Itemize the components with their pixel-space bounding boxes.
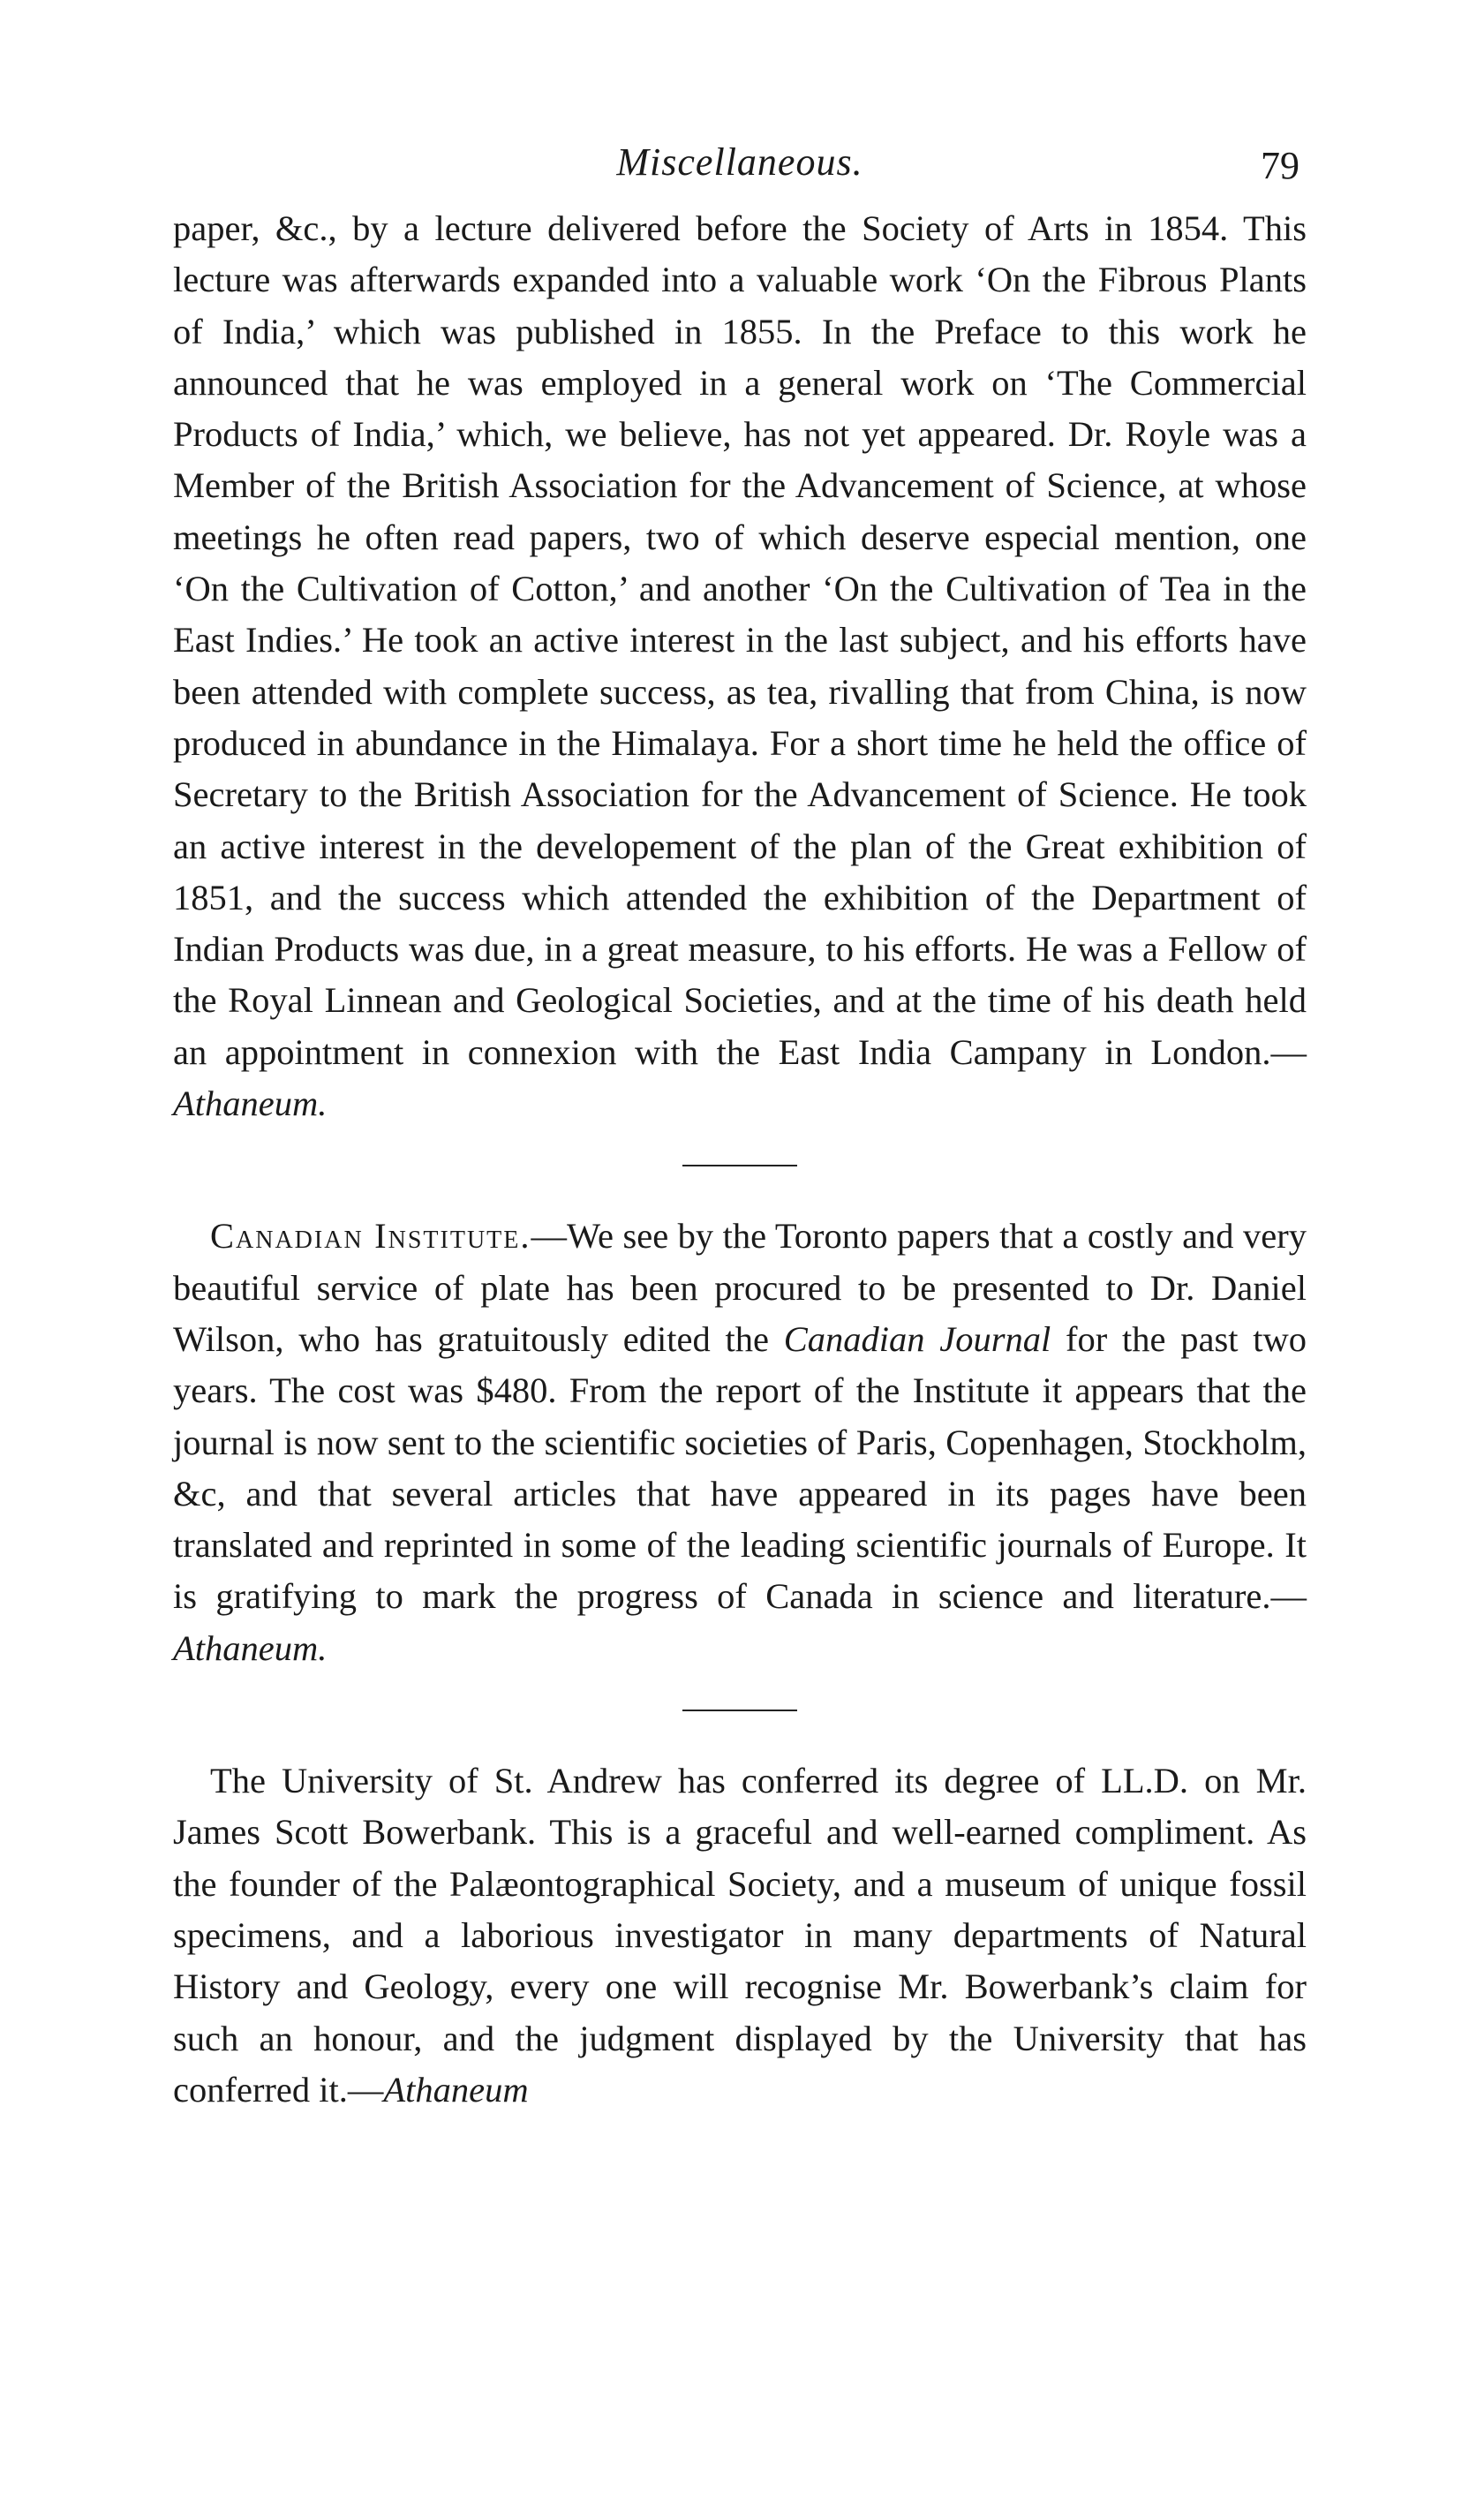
article-canadian-heading: Canadian Institute. bbox=[210, 1216, 531, 1257]
article-bowerbank-source: Athaneum bbox=[383, 2069, 529, 2110]
running-head bbox=[173, 132, 1307, 203]
article-canadian-text-2: for the past two years. The cost was $480. From the report of the Institute it appears that the journal is now sent to the scientific societies of Paris, Copenhagen, Stockholm, &c, and that several articles that have appeared in its pages have been translated and reprinted in some of the leading scientific journals of Europe. It is gratifying to mark the progress of Canada in science and literature.— bbox=[173, 1318, 1307, 1617]
article-bowerbank-text: The University of St. Andrew has conferred its degree of LL.D. on Mr. James Scott Bowerbank. This is a graceful and well-earned compliment. As the founder of the Palæontographical Society, and a museum of unique fossil specimens, and a laborious investigator in many departments of Natural History and Geology, every one will recognise Mr. Bowerbank’s claim for such an honour, and the judgment displayed by the University that has conferred it.— bbox=[173, 1761, 1307, 2110]
section-divider-1 bbox=[682, 1165, 797, 1166]
article-royle bbox=[173, 203, 1307, 1129]
running-title: Miscellaneous. bbox=[616, 140, 863, 184]
article-canadian-journal: Canadian Journal bbox=[783, 1318, 1051, 1359]
article-canadian-institute bbox=[173, 1211, 1307, 1674]
article-royle-source: Athaneum. bbox=[173, 1083, 328, 1124]
page-number: 79 bbox=[1261, 144, 1299, 187]
page bbox=[173, 132, 1307, 2116]
article-canadian-source: Athaneum. bbox=[173, 1627, 328, 1668]
article-canadian-text-1: —We see by the Toronto papers that a costly and very beautiful service of plate has been procured to be presented to Dr. Daniel Wilson, who has gratuitously edited the bbox=[173, 1216, 1307, 1359]
article-bowerbank bbox=[173, 1755, 1307, 2116]
section-divider-2 bbox=[682, 1710, 797, 1711]
article-royle-text: paper, &c., by a lecture delivered before the Society of Arts in 1854. This lecture was afterwards expanded into a valuable work ‘On the Fibrous Plants of India,’ which was published in 1855. In the Preface to this work he announced that he was employed in a general work on ‘The Commercial Products of India,’ which, we believe, has not yet appeared. Dr. Royle was a Member of the British Association for the Advancement of Science, at whose meetings he often read papers, two of which deserve especial mention, one ‘On the Cultivation of Cotton,’ and another ‘On the Cultivation of Tea in the East Indies.’ He took an active interest in the last subject, and his efforts have been attended with complete success, as tea, rivalling that from China, is now produced in abundance in the Himalaya. For a short time he held the office of Secretary to the British Association for the Advancement of Science. He took an active interest in the developement of the plan of the Great exhibition of 1851, and the success which attended the exhibition of the Department of Indian Products was due, in a great measure, to his efforts. He was a Fellow of the Royal Linnean and Geological Societies, and at the time of his death held an appointment in connexion with the East India Campany in London.— bbox=[173, 208, 1307, 1072]
